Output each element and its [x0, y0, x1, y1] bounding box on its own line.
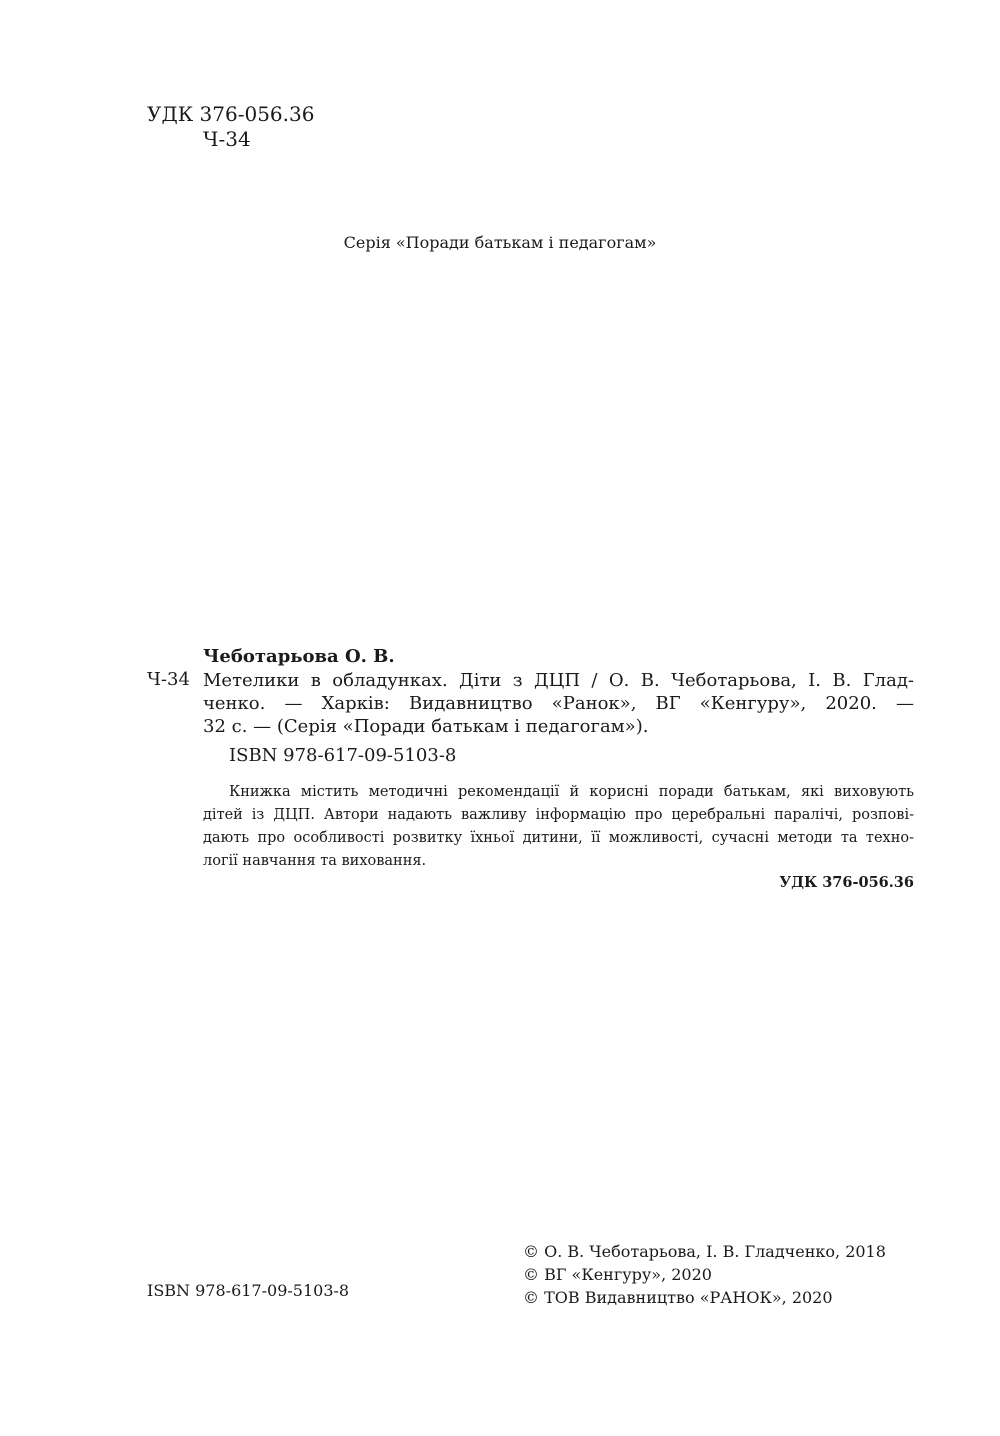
annotation-line: дають про особливості розвитку їхньої дитини, її можливості, сучасні методи та техно- [203, 830, 914, 846]
author-name: Чеботарьова О. В. [203, 646, 395, 667]
annotation-line: логії навчання та виховання. [203, 853, 427, 869]
biblio-line: ченко. — Харків: Видавництво «Ранок», ВГ «Кенгуру», 2020. — [203, 693, 914, 714]
author-sign-top: Ч-34 [203, 127, 251, 151]
annotation-udk: УДК 376-056.36 [779, 874, 914, 891]
copyright-line: © О. В. Чеботарьова, І. В. Гладченко, 2018 [523, 1242, 886, 1261]
copyright-line: © ВГ «Кенгуру», 2020 [523, 1265, 712, 1284]
biblio-line: Метелики в обладунках. Діти з ДЦП / О. В. Чеботарьова, І. В. Глад- [203, 670, 914, 691]
isbn-footer: ISBN 978-617-09-5103-8 [147, 1281, 350, 1300]
biblio-line: 32 с. — (Серія «Поради батькам і педагогам»). [203, 716, 649, 737]
series-title: Серія «Поради батькам і педагогам» [343, 233, 657, 252]
copyright-block [523, 1240, 886, 1309]
udk-code: УДК 376-056.36 [147, 102, 315, 126]
author-sign: Ч-34 [147, 669, 190, 690]
copyright-line: © ТОВ Видавництво «РАНОК», 2020 [523, 1288, 833, 1307]
isbn-record: ISBN 978-617-09-5103-8 [229, 745, 457, 766]
annotation-line: дітей із ДЦП. Автори надають важливу інформацію про церебральні паралічі, розпові- [203, 807, 914, 823]
annotation-line: Книжка містить методичні рекомендації й корисні поради батькам, які виховують [229, 784, 914, 800]
annotation [203, 781, 914, 873]
bibliographic-description [203, 669, 914, 738]
